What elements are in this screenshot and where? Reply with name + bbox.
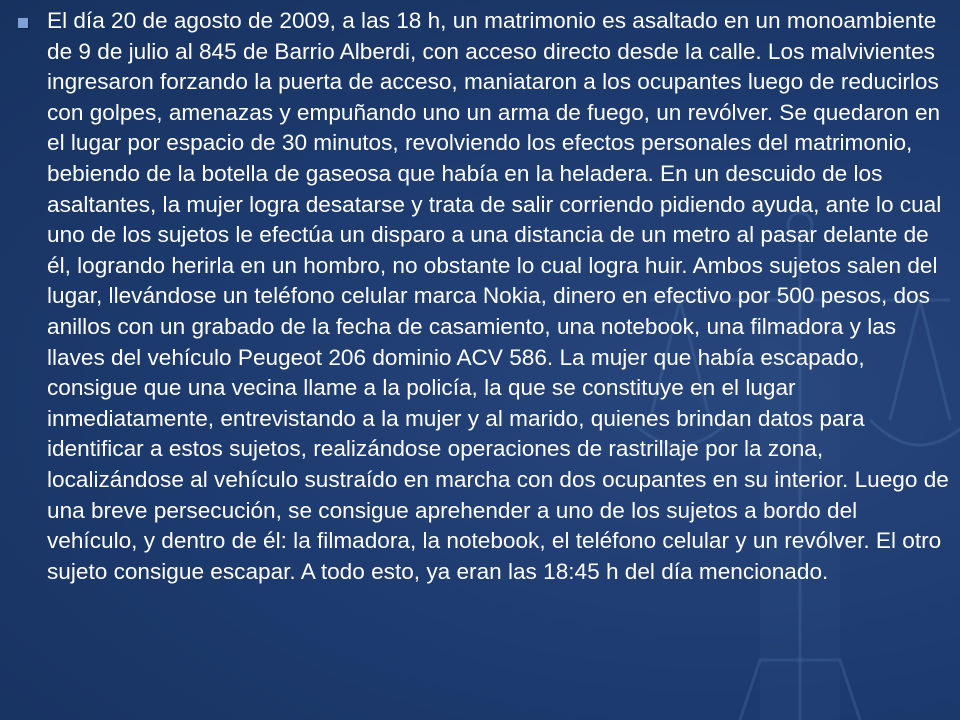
body-paragraph: El día 20 de agosto de 2009, a las 18 h, un matrimonio es asaltado en un monoambiente de 9 de julio al 845 de Barrio Alberdi, con acceso directo desde la calle. Los malvivientes ingresaron forzando la puerta de acceso, maniataron a los ocupantes luego de reducirlos con golpes, amenazas y empuñando uno un arma de fuego, un revólver. Se quedaron en el lugar por espacio de 30 minutos, revolviendo los efectos personales del matrimonio, bebiendo de la botella de gaseosa que había en la heladera. En un descuido de los asaltantes, la mujer logra desatarse y trata de salir corriendo pidiendo ayuda, ante lo cual uno de los sujetos le efectúa un disparo a una distancia de un metro al pasar delante de él, logrando herirla en un hombro, no obstante lo cual logra huir. Ambos sujetos salen del lugar, llevándose un teléfono celular marca Nokia, dinero en efectivo por 500 pesos, dos anillos con un grabado de la fecha de casamiento, una notebook, una filmadora y las llaves del vehículo Peugeot 206 dominio ACV 586. La mujer que había escapado, consigue que una vecina llame a la policía, la que se constituye en el lugar inmediatamente, entrevistando a la mujer y al marido, quienes brindan datos para identificar a estos sujetos, realizándose operaciones de rastrillaje por la zona, localizándose al vehículo sustraído en marcha con dos ocupantes en su interior. Luego de una breve persecución, se consigue aprehender a uno de los sujetos a bordo del vehículo, y dentro de él: la filmadora, la notebook, el teléfono celular y un revólver. El otro sujeto consigue escapar. A todo esto, ya eran las 18:45 h del día mencionado. (47, 8, 949, 584)
square-bullet-icon (18, 18, 28, 28)
